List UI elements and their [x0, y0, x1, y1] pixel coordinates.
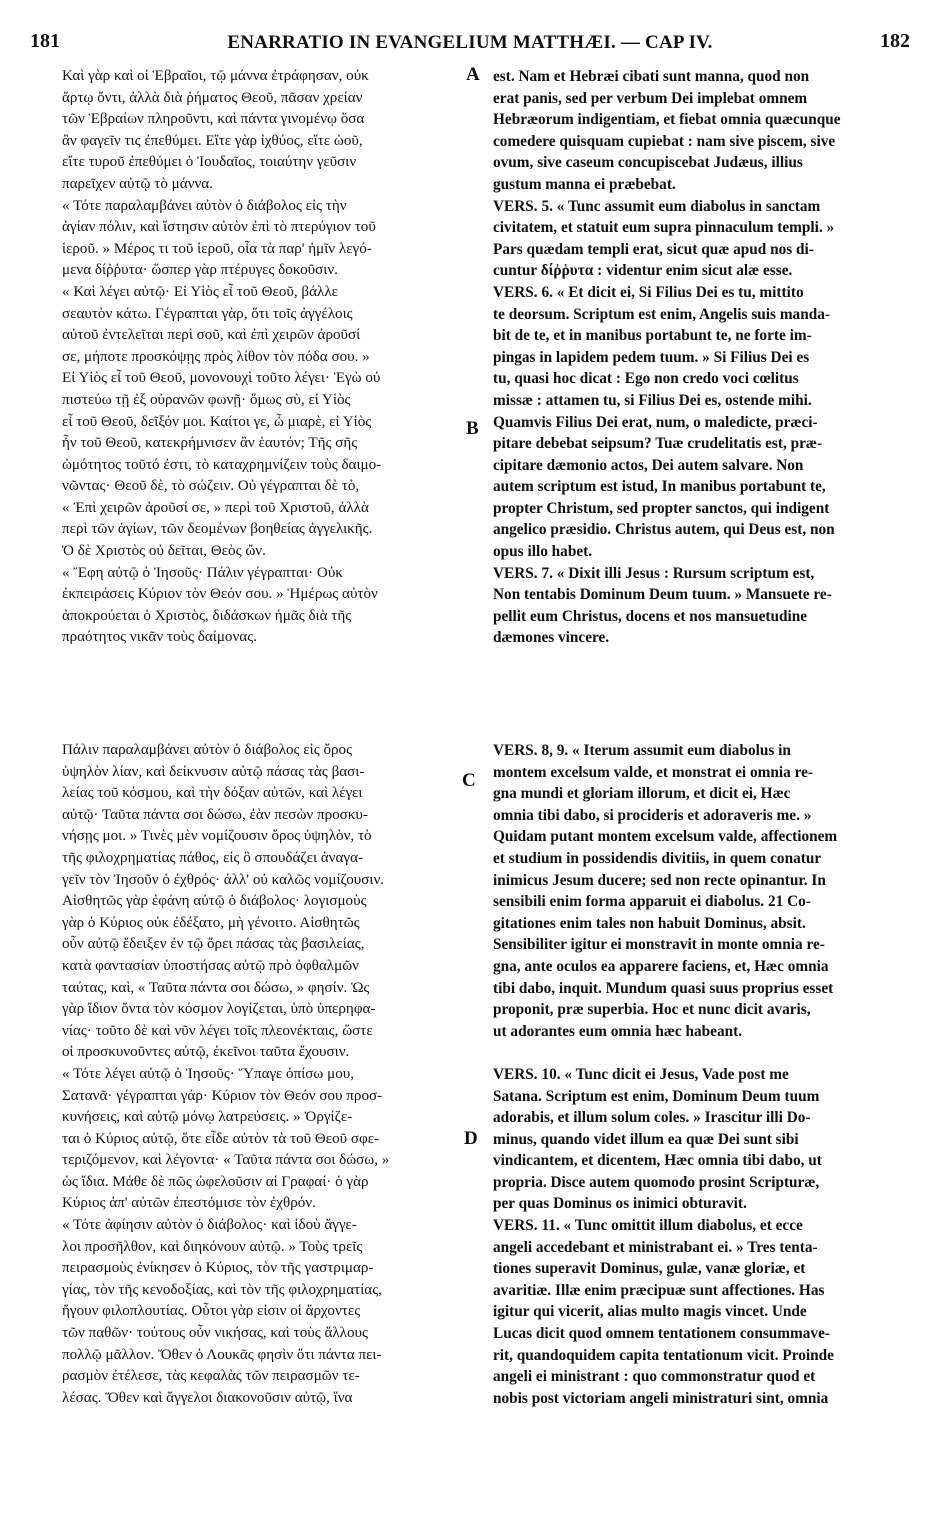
latin-line: civitatem, et statuit eum supra pinnaculum templi. » — [493, 219, 835, 237]
greek-line: Κύριος ἀπ' αὐτῶν ἐπεστόμισε τὸν ἐχθρόν. — [62, 1195, 316, 1212]
latin-line: per quas Dominus os inimici obturavit. — [493, 1195, 747, 1213]
greek-line: τῶν παθῶν· τούτους οὖν νικήσας, καὶ τοὺς ἄλλους — [62, 1325, 369, 1342]
latin-line: Hebræorum indigentiam, et fiebat omnia quæcunque — [493, 111, 841, 129]
greek-line: ται ὁ Κύριος αὐτῷ, ὅτε εἶδε αὐτὸν τὰ τοῦ Θεοῦ σφε- — [62, 1130, 380, 1147]
greek-line: σε, μήποτε προσκόψῃς πρὸς λίθον τὸν πόδα σου. » — [62, 348, 370, 365]
greek-line: λοι προσῆλθον, καὶ διηκόνουν αὐτῷ. » Τοὺς τρεῖς — [62, 1238, 363, 1255]
greek-line: Καὶ γὰρ καὶ οἱ Ἑβραῖοι, τῷ μάννα ἐτράφησαν, οὐκ — [62, 68, 369, 84]
margin-letter-c: C — [462, 770, 476, 791]
greek-line: νίας· τοῦτο δὲ καὶ νῦν λέγει τοῖς πλεονέκταις, ὥστε — [62, 1022, 373, 1039]
greek-line: περὶ τῶν ἁγίων, τῶν δεομένων βοηθείας ἀγγελικῆς. — [62, 521, 373, 538]
latin-line: Quamvis Filius Dei erat, num, o maledicte, præci- — [493, 413, 818, 431]
latin-column-block-1 — [493, 66, 905, 649]
greek-line: Εἰ Υἱὸς εἶ τοῦ Θεοῦ, μονονουχὶ τοῦτο λέγει· Ἐγὼ οὐ — [62, 370, 381, 387]
latin-line: tu, quasi hoc dicat : Ego non credo voci cœlitus — [493, 370, 799, 388]
greek-column-block-1 — [62, 66, 464, 649]
latin-line: nobis post victoriam angeli ministraturi sint, omnia — [493, 1389, 829, 1407]
greek-line: ὡς ἴδια. Μάθε δὲ πῶς ὠφελοῦσιν αἱ Γραφαί· ὁ γὰρ — [62, 1173, 369, 1190]
greek-line: « Τότε παραλαμβάνει αὐτὸν ὁ διάβολος εἰς τὴν — [62, 197, 347, 214]
latin-line: Sensibiliter igitur ei monstravit in monte omnia re- — [493, 936, 825, 954]
latin-line: bit de te, et in manibus portabunt te, ne forte im- — [493, 327, 812, 345]
latin-line: pingas in lapidem pedem tuum. » Si Filius Dei es — [493, 348, 810, 366]
greek-line: τεριζόμενον, καὶ λέγοντα· « Ταῦτα πάντα σοι δώσω, » — [62, 1152, 390, 1169]
latin-line: te deorsum. Scriptum est enim, Angelis suis manda- — [493, 305, 830, 323]
greek-line: ἂν φαγεῖν τις ἐπεθύμει. Εἴτε γὰρ ἰχθύος, εἴτε ὠοῦ, — [62, 132, 363, 149]
latin-line: VERS. 11. « Tunc omittit illum diabolus, et ecce — [493, 1217, 803, 1235]
greek-line: εἴτε τυροῦ ἐπεθύμει ὁ Ἰουδαῖος, τοιαύτην γεῦσιν — [62, 154, 357, 171]
latin-line: et studium in possidendis divitiis, in quem conatur — [493, 849, 822, 867]
page-number-right: 182 — [880, 30, 910, 52]
greek-line: λέσας. Ὅθεν καὶ ἄγγελοι διακονοῦσιν αὐτῷ, ἵνα — [62, 1389, 353, 1406]
latin-line: Quidam putant montem excelsum valde, affectionem — [493, 828, 838, 846]
greek-line: ἁγίαν πόλιν, καὶ ἵστησιν αὐτὸν ἐπὶ τὸ πτερύγιον τοῦ — [62, 219, 376, 236]
latin-line: VERS. 6. « Et dicit ei, Si Filius Dei es tu, mittito — [493, 283, 804, 301]
greek-line: ἱεροῦ. » Μέρος τι τοῦ ἱεροῦ, οἷα τὰ παρ' ἡμῖν λεγό- — [62, 240, 372, 257]
latin-line: pellit eum Christus, docens et nos mansuetudine — [493, 607, 808, 625]
latin-line: vindicantem, et dicentem, Hæc omnia tibi dabo, ut — [493, 1152, 822, 1170]
greek-line: « Τότε λέγει αὐτῷ ὁ Ἰησοῦς· Ὕπαγε ὀπίσω μου, — [62, 1065, 355, 1082]
latin-line: ut adorantes eum omnia hæc habeant. — [493, 1022, 743, 1040]
latin-line: gitationes enim tales non habuit Dominus, absit. — [493, 914, 806, 932]
latin-line: Satana. Scriptum est enim, Dominum Deum tuum — [493, 1087, 820, 1105]
greek-line: γεῖν τὸν Ἰησοῦν ὁ ἐχθρός· ἀλλ' οὐ καλῶς νομίζουσιν. — [62, 871, 385, 888]
greek-line: ἦν τοῦ Θεοῦ, κατεκρήμνισεν ἂν ἑαυτόν; Τῆς σῆς — [62, 435, 358, 452]
margin-letter-a: A — [466, 64, 480, 85]
greek-line: ὑψηλὸν λίαν, καὶ δείκνυσιν αὐτῷ πάσας τὰς βασι- — [62, 763, 365, 780]
latin-line: erat panis, sed per verbum Dei implebat omnem — [493, 89, 808, 107]
greek-line: Πάλιν παραλαμβάνει αὐτὸν ὁ διάβολος εἰς ὄρος — [62, 742, 353, 758]
latin-line: est. Nam et Hebræi cibati sunt manna, quod non — [493, 68, 810, 85]
greek-line: Αἰσθητῶς γὰρ ἐφάνη αὐτῷ ὁ διάβολος· λογισμοὺς — [62, 893, 367, 910]
running-title: ENARRATIO IN EVANGELIUM MATTHÆI. — CAP IV. — [227, 32, 713, 53]
latin-column-block-2 — [493, 740, 905, 1409]
greek-line: νῶντας· Θεοῦ δὲ, τὸ σώζειν. Οὐ γέγραπται δὲ τὸ, — [62, 478, 360, 495]
latin-line: inimicus Jesum ducere; sed non recte opinantur. In — [493, 871, 826, 889]
greek-line: « Ἐπὶ χειρῶν ἀροῦσί σε, » περὶ τοῦ Χριστοῦ, ἀλλὰ — [62, 499, 369, 516]
greek-line: αὐτῷ· Ταῦτα πάντα σοι δώσω, ἐὰν πεσὼν προσκυ- — [62, 806, 368, 823]
page-number-left: 181 — [30, 30, 60, 52]
greek-line: ἀποκρούεται ὁ Χριστὸς, διδάσκων ἡμᾶς διὰ τῆς — [62, 607, 352, 624]
greek-line: παρεῖχεν αὐτῷ τὸ μάννα. — [62, 175, 213, 192]
margin-letter-b: B — [466, 418, 479, 439]
greek-line: « Τότε ἀφίησιν αὐτὸν ὁ διάβολος· καὶ ἰδοὺ ἄγγε- — [62, 1217, 357, 1234]
latin-line: montem excelsum valde, et monstrat ei omnia re- — [493, 763, 814, 781]
greek-line: ὠμότητος τοῦτό ἐστι, τὸ καταχρημνίζειν τοὺς δαιμο- — [62, 456, 382, 473]
greek-line: « Ἔφη αὐτῷ ὁ Ἰησοῦς· Πάλιν γέγραπται· Οὐκ — [62, 564, 343, 581]
latin-line: missæ : attamen tu, si Filius Dei es, ostende mihi. — [493, 391, 812, 409]
greek-line: τῶν Ἑβραίων πληροῦντι, καὶ πάντα γινομένῳ ὅσα — [62, 111, 365, 128]
greek-line: ρασμὸν ἐτέλεσε, τὰς κεφαλὰς τῶν πειρασμῶν τε- — [62, 1368, 360, 1385]
greek-line: εἶ τοῦ Θεοῦ, δεῖξόν μοι. Καίτοι γε, ὦ μιαρὲ, εἰ Υἱὸς — [62, 413, 372, 430]
greek-line: « Καὶ λέγει αὐτῷ· Εἰ Υἱὸς εἶ τοῦ Θεοῦ, βάλλε — [62, 283, 338, 300]
latin-line: tibi dabo, inquit. Mundum quasi suus proprius esset — [493, 979, 834, 997]
latin-line: proponit, præ superbia. Hoc et nunc dicit avaris, — [493, 1001, 811, 1019]
latin-line: VERS. 7. « Dixit illi Jesus : Rursum scriptum est, — [493, 564, 815, 582]
greek-line: Ὁ δὲ Χριστὸς οὐ δεῖται, Θεὸς ὤν. — [62, 543, 266, 560]
greek-line: σεαυτὸν κάτω. Γέγραπται γὰρ, ὅτι τοῖς ἀγγέλοις — [62, 305, 353, 322]
latin-line: minus, quando videt illum ea quæ Dei sunt sibi — [493, 1130, 799, 1148]
latin-line: Lucas dicit quod omnem tentationem consummave- — [493, 1325, 830, 1343]
latin-line: pitare debebat seipsum? Tuæ crudelitatis est, præ- — [493, 435, 823, 453]
running-header — [30, 30, 910, 58]
greek-line: κατὰ φαντασίαν ὑποστήσας αὐτῷ πρὸ ὀφθαλμῶν — [62, 957, 359, 974]
latin-line: VERS. 5. « Tunc assumit eum diabolus in sanctam — [493, 197, 821, 215]
greek-line: μενα δίῤῥυτα· ὥσπερ γὰρ πτέρυγες δοκοῦσιν. — [62, 262, 338, 279]
greek-line: πιστεύω τῇ ἐξ οὐρανῶν φωνῇ· ὅμως σὺ, εἰ Υἱὸς — [62, 391, 351, 408]
greek-line: τῆς φιλοχρηματίας πάθος, εἰς ὃ σπουδάζει ἀναγα- — [62, 849, 364, 866]
greek-line: Σατανᾶ· γέγραπται γάρ· Κύριον τὸν Θεόν σου προσ- — [62, 1087, 383, 1104]
latin-line: dæmones vincere. — [493, 629, 610, 647]
greek-line: πειρασμοὺς ἐνίκησεν ὁ Κύριος, τὸν τῆς γαστριμαρ- — [62, 1260, 374, 1277]
latin-line: ovum, sive caseum concupiscebat Judæus, illius — [493, 154, 803, 172]
latin-line: VERS. 8, 9. « Iterum assumit eum diabolus in — [493, 742, 791, 759]
greek-line: λείας τοῦ κόσμου, καὶ τὴν δόξαν αὐτῶν, καὶ λέγει — [62, 785, 363, 802]
latin-line: gna, ante oculos ea apparere faciens, et, Hæc omnia — [493, 957, 829, 975]
greek-line: ἤγουν φιλοπλουτίας. Οὗτοι γὰρ εἰσιν οἱ ἄρχοντες — [62, 1303, 361, 1320]
greek-line: νήσῃς μοι. » Τινὲς μὲν νομίζουσιν ὄρος ὑψηλὸν, τὸ — [62, 828, 372, 845]
latin-line: gustum manna ei præbebat. — [493, 175, 676, 193]
margin-letter-d: D — [464, 1128, 478, 1149]
latin-line: opus illo habet. — [493, 543, 593, 561]
latin-line: tiones superavit Dominus, gulæ, vanæ gloriæ, et — [493, 1260, 806, 1278]
greek-line: οὖν αὐτῷ ἔδειξεν ἐν τῷ ὄρει πάσας τὰς βασιλείας, — [62, 936, 365, 953]
latin-line: avaritiæ. Illæ enim præcipuæ sunt affectiones. Has — [493, 1281, 825, 1299]
greek-line: πραότητος νικᾶν τοὺς δαίμονας. — [62, 629, 257, 646]
latin-line — [493, 1042, 905, 1064]
latin-line: angelico præsidio. Christus autem, qui Deus est, non — [493, 521, 835, 539]
greek-line: γὰρ ἴδιον ὄντα τὸν κόσμον λογίζεται, ὑπὸ ὑπερηφα- — [62, 1001, 376, 1018]
latin-line: igitur qui vicerit, alias multo magis vincet. Unde — [493, 1303, 807, 1321]
latin-line: adorabis, et illum solum coles. » Irascitur illi Do- — [493, 1109, 811, 1127]
greek-line: ταύτας, καὶ, « Ταῦτα πάντα σοι δώσω, » φησίν. Ὡς — [62, 979, 370, 996]
latin-line: angeli accedebant et ministrabant ei. » Tres tenta- — [493, 1238, 818, 1256]
greek-line: ἐκπειράσεις Κύριον τὸν Θεόν σου. » Ἡμέρως αὐτὸν — [62, 586, 378, 603]
latin-line: comedere quisquam cupiebat : nam sive piscem, sive — [493, 132, 836, 150]
latin-line: angeli ei ministrant : quo commonstratur quod et — [493, 1368, 816, 1386]
latin-line: rit, quandoquidem capita tentationum vicit. Proinde — [493, 1346, 834, 1364]
latin-line: gna mundi et gloriam illorum, et dicit ei, Hæc — [493, 785, 791, 803]
latin-line: propria. Disce autem quomodo prosint Scripturæ, — [493, 1173, 820, 1191]
greek-line: κυνήσεις, καὶ αὐτῷ μόνῳ λατρεύσεις. » Ὀργίζε- — [62, 1109, 353, 1126]
greek-line: γίας, τὸν τῆς κενοδοξίας, καὶ τὸν τῆς φιλοχρηματίας, — [62, 1281, 382, 1298]
latin-line: Pars quædam templi erat, sicut quæ apud nos di- — [493, 240, 814, 258]
latin-line: VERS. 10. « Tunc dicit ei Jesus, Vade post me — [493, 1065, 789, 1083]
greek-line: γὰρ ὁ Κύριος οὐκ ἐδέξατο, μὴ γένοιτο. Αἰσθητῶς — [62, 914, 360, 931]
latin-line: omnia tibi dabo, si procideris et adoraveris me. » — [493, 806, 812, 824]
greek-column-block-2 — [62, 740, 464, 1409]
latin-line: autem scriptum est istud, In manibus portabunt te, — [493, 478, 826, 496]
greek-line: αὐτοῦ ἐντελεῖται περὶ σοῦ, καὶ ἐπὶ χειρῶν ἀροῦσί — [62, 327, 361, 344]
greek-line: ἄρτῳ ὄντι, ἀλλὰ διὰ ῥήματος Θεοῦ, πᾶσαν χρείαν — [62, 89, 363, 106]
greek-line: οἱ προσκυνοῦντες αὐτῷ, ἐκεῖνοι ταῦτα ἔχουσιν. — [62, 1044, 350, 1061]
latin-line: cuntur δίῤῥυτα : videntur enim sicut alæ esse. — [493, 262, 793, 280]
greek-line: πολλῷ μᾶλλον. Ὅθεν ὁ Λουκᾶς φησὶν ὅτι πάντα πει- — [62, 1346, 382, 1363]
latin-line: propter Christum, sed propter sanctos, qui indigent — [493, 499, 830, 517]
latin-line: sensibili enim forma apparuit ei diabolus. 21 Co- — [493, 893, 811, 911]
latin-line: cipitare dæmonio actos, Dei autem salvare. Non — [493, 456, 804, 474]
latin-line: Non tentabis Dominum Deum tuum. » Mansuete re- — [493, 586, 832, 604]
